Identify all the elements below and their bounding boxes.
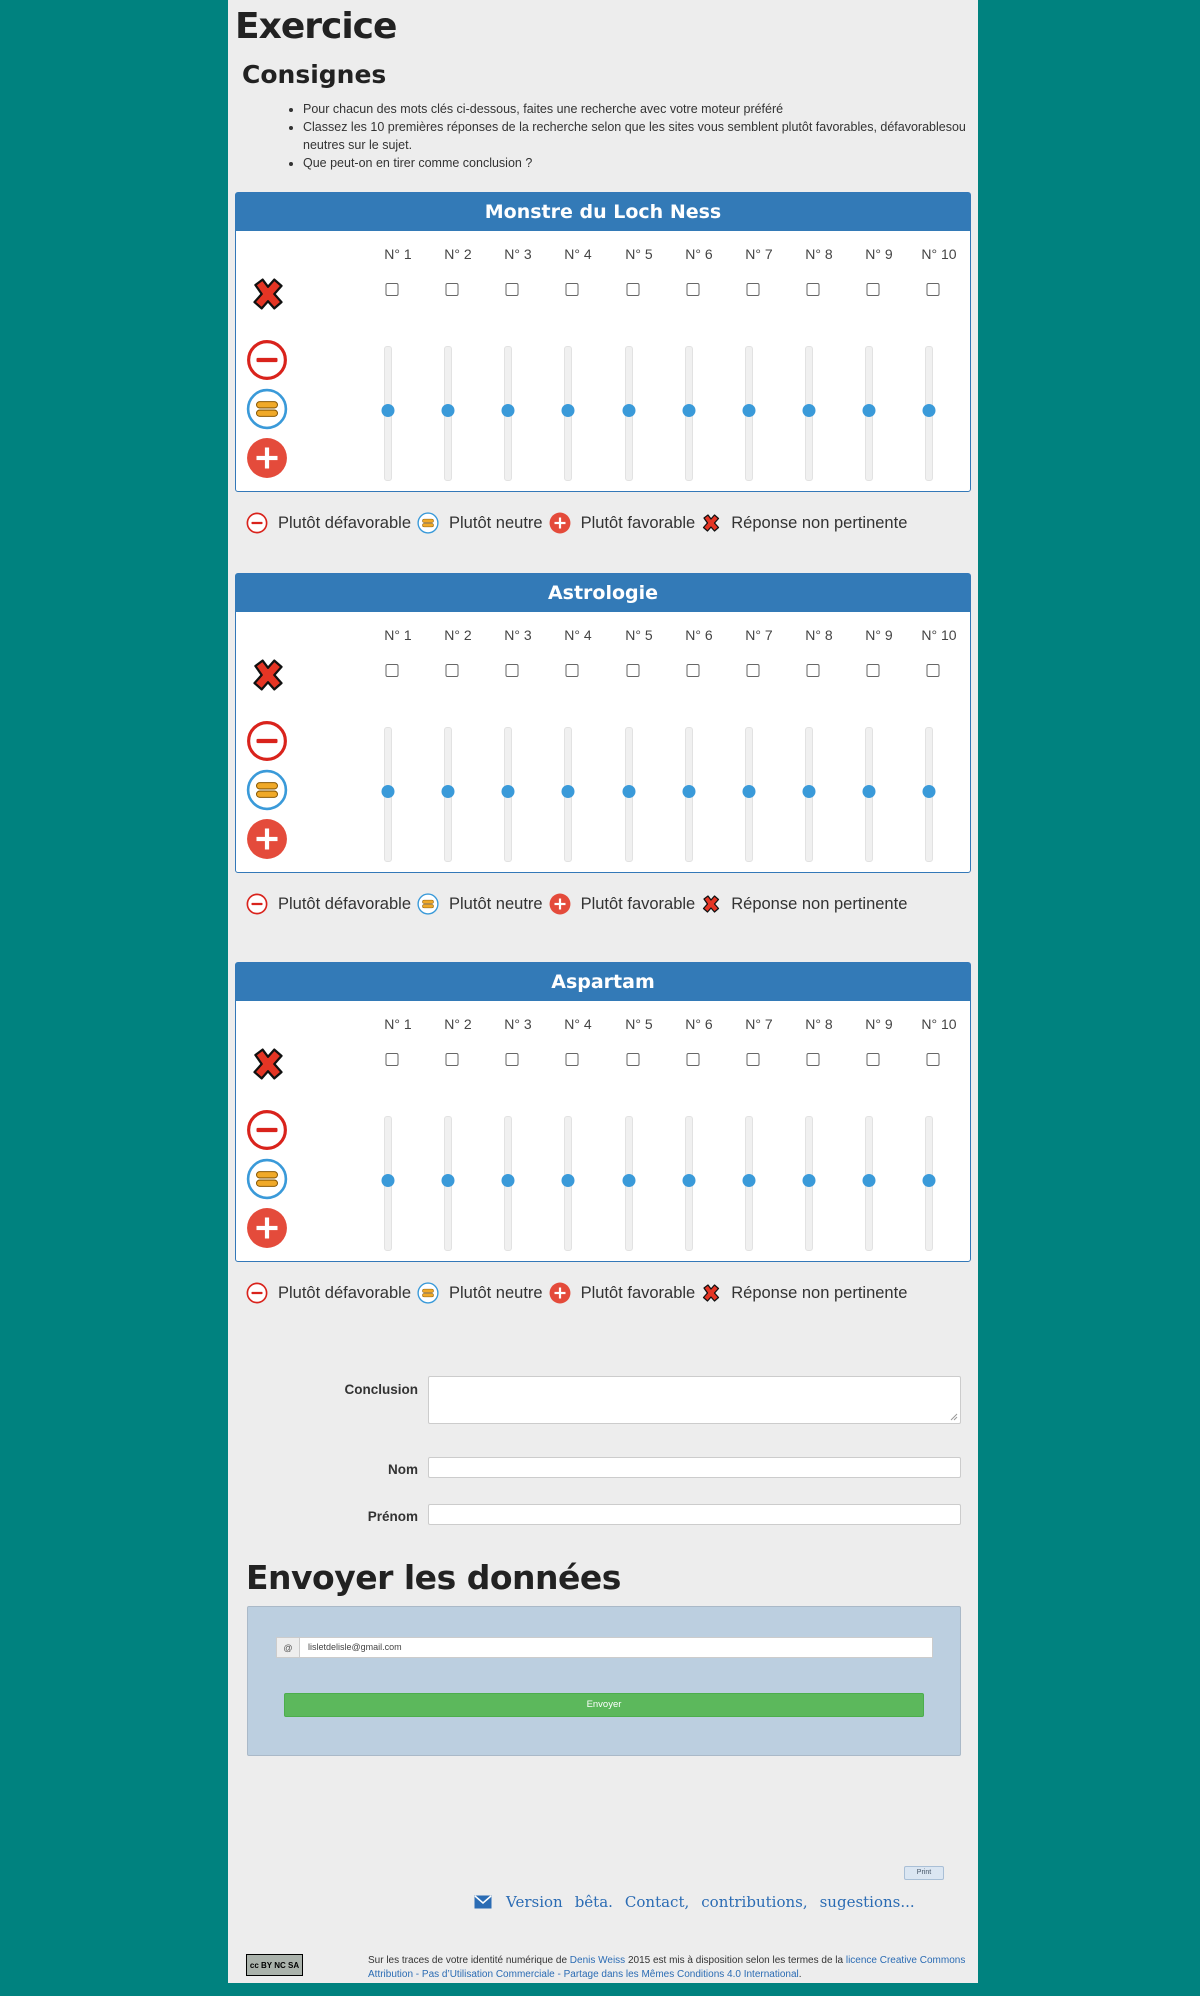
slider-handle[interactable] [863, 404, 876, 417]
column-label: N° 7 [745, 1016, 773, 1032]
legend-favorable [549, 512, 702, 534]
print-label: Print [916, 1869, 932, 1876]
section-body [236, 231, 970, 491]
legend-label: Plutôt neutre [449, 513, 543, 532]
irrelevant-checkbox[interactable] [867, 664, 880, 677]
irrelevant-icon [250, 1046, 286, 1087]
at-addon: @ [277, 1638, 300, 1657]
irrelevant-checkbox[interactable] [807, 283, 820, 296]
column-label: N° 7 [745, 627, 773, 643]
slider-handle[interactable] [743, 404, 756, 417]
column-label: N° 2 [444, 1016, 472, 1032]
column-label: N° 6 [685, 627, 713, 643]
section-title: Monstre du Loch Ness [236, 193, 970, 231]
column-label: N° 7 [745, 246, 773, 262]
slider-handle[interactable] [803, 1174, 816, 1187]
nom-label: Nom [388, 1462, 418, 1477]
irrelevant-checkbox[interactable] [867, 283, 880, 296]
legend-label: Plutôt favorable [580, 1283, 696, 1302]
section-body [236, 1001, 970, 1261]
legend-unfavorable [246, 512, 417, 534]
legend-label: Réponse non pertinente [731, 513, 908, 532]
legend-label: Plutôt favorable [580, 894, 696, 913]
legend-favorable [549, 1282, 702, 1304]
legend-neutral [417, 512, 549, 534]
column-label: N° 9 [865, 1016, 893, 1032]
email-value: lisletdelisle@gmail.com [308, 1642, 402, 1652]
slider-handle[interactable] [562, 785, 575, 798]
column-label: N° 5 [625, 1016, 653, 1032]
legend-neutral [417, 893, 549, 915]
irrelevant-checkbox[interactable] [627, 664, 640, 677]
slider-handle[interactable] [803, 404, 816, 417]
send-heading: Envoyer les données [246, 1558, 621, 1597]
slider-handle[interactable] [442, 404, 455, 417]
legend-irrelevant [701, 1283, 913, 1303]
slider-handle[interactable] [502, 785, 515, 798]
slider-handle[interactable] [863, 1174, 876, 1187]
slider-handle[interactable] [382, 404, 395, 417]
resize-handle-icon[interactable] [950, 1413, 958, 1421]
legend-label: Plutôt favorable [580, 513, 696, 532]
slider-handle[interactable] [442, 1174, 455, 1187]
footer-prefix: Sur les traces de votre identité numérique de [368, 1955, 570, 1966]
irrelevant-checkbox[interactable] [927, 1053, 940, 1066]
plus-icon [549, 512, 571, 534]
footer-link-beta[interactable]: bêta. [574, 1893, 613, 1911]
page-container [228, 0, 978, 1983]
minus-icon [246, 1282, 268, 1304]
section-title: Astrologie [236, 574, 970, 612]
column-label: N° 8 [805, 246, 833, 262]
irrelevant-checkbox[interactable] [867, 1053, 880, 1066]
instruction-item: • Classez les 10 premières réponses de la recherche selon que les sites vous semblent plutôt favorables, défavorablesou neutres sur le sujet. [303, 118, 983, 154]
slider-handle[interactable] [382, 1174, 395, 1187]
send-panel [247, 1606, 961, 1756]
slider-handle[interactable] [623, 785, 636, 798]
plus-icon [246, 818, 288, 865]
instructions-heading: Consignes [242, 60, 387, 89]
minus-icon [246, 720, 288, 767]
conclusion-label: Conclusion [344, 1382, 418, 1397]
slider-handle[interactable] [683, 404, 696, 417]
irrelevant-checkbox[interactable] [807, 664, 820, 677]
footer-link-version[interactable]: Version [506, 1893, 563, 1911]
plus-icon [549, 893, 571, 915]
legend-label: Plutôt neutre [449, 894, 543, 913]
irrelevant-checkbox[interactable] [446, 664, 459, 677]
irrelevant-checkbox[interactable] [386, 283, 399, 296]
cc-license-badge[interactable]: cc BY NC SA [246, 1954, 303, 1976]
envelope-icon[interactable] [474, 1895, 492, 1909]
plus-icon [246, 1207, 288, 1254]
irrelevant-checkbox[interactable] [446, 283, 459, 296]
column-label: N° 10 [921, 246, 957, 262]
irrelevant-icon [701, 894, 721, 914]
irrelevant-icon [701, 1283, 721, 1303]
email-field[interactable] [276, 1637, 933, 1658]
neutral-icon [417, 1282, 439, 1304]
column-label: N° 3 [504, 246, 532, 262]
irrelevant-checkbox[interactable] [687, 664, 700, 677]
section-panel [235, 573, 971, 873]
neutral-icon [246, 1158, 288, 1205]
irrelevant-checkbox[interactable] [566, 1053, 579, 1066]
legend [246, 892, 913, 916]
minus-icon [246, 1109, 288, 1156]
plus-icon [246, 437, 288, 484]
slider-handle[interactable] [623, 1174, 636, 1187]
column-label: N° 10 [921, 627, 957, 643]
column-label: N° 9 [865, 627, 893, 643]
irrelevant-checkbox[interactable] [747, 283, 760, 296]
conclusion-textarea[interactable] [428, 1376, 961, 1424]
footer-link-suggestions[interactable]: sugestions... [819, 1893, 915, 1911]
irrelevant-checkbox[interactable] [506, 1053, 519, 1066]
instructions-list [283, 100, 983, 172]
column-label: N° 4 [564, 1016, 592, 1032]
column-label: N° 6 [685, 246, 713, 262]
irrelevant-icon [701, 513, 721, 533]
legend-label: Plutôt défavorable [278, 894, 412, 913]
neutral-icon [417, 512, 439, 534]
column-label: N° 1 [384, 627, 412, 643]
send-button[interactable]: Envoyer [284, 1693, 924, 1717]
legend-neutral [417, 1282, 549, 1304]
plus-icon [549, 1282, 571, 1304]
legend-unfavorable [246, 1282, 417, 1304]
legend-irrelevant [701, 513, 913, 533]
column-label: N° 3 [504, 1016, 532, 1032]
legend-favorable [549, 893, 702, 915]
irrelevant-checkbox[interactable] [687, 1053, 700, 1066]
instruction-item: • Pour chacun des mots clés ci-dessous, faites une recherche avec votre moteur préféré [303, 100, 983, 118]
slider-handle[interactable] [562, 404, 575, 417]
section-panel [235, 962, 971, 1262]
slider-handle[interactable] [683, 785, 696, 798]
slider-handle[interactable] [382, 785, 395, 798]
neutral-icon [246, 388, 288, 435]
column-label: N° 8 [805, 1016, 833, 1032]
irrelevant-checkbox[interactable] [506, 283, 519, 296]
minus-icon [246, 512, 268, 534]
section-panel [235, 192, 971, 492]
section-body [236, 612, 970, 872]
column-label: N° 4 [564, 627, 592, 643]
minus-icon [246, 893, 268, 915]
slider-handle[interactable] [923, 785, 936, 798]
column-label: N° 5 [625, 246, 653, 262]
legend-irrelevant [701, 894, 913, 914]
legend-label: Réponse non pertinente [731, 1283, 908, 1302]
column-label: N° 10 [921, 1016, 957, 1032]
minus-icon [246, 339, 288, 386]
page-title: Exercice [235, 6, 397, 47]
irrelevant-checkbox[interactable] [687, 283, 700, 296]
author-link[interactable]: Denis Weiss [569, 1955, 626, 1966]
legend-unfavorable [246, 893, 417, 915]
footer-suffix: . [798, 1969, 802, 1980]
irrelevant-checkbox[interactable] [566, 283, 579, 296]
slider-handle[interactable] [562, 1174, 575, 1187]
irrelevant-checkbox[interactable] [386, 664, 399, 677]
license-link[interactable]: licence Creative Commons Attribution - Pas d’Utilisation Commerciale - Partage dans les Mêmes Conditions 4.0 International [368, 1955, 966, 1980]
column-label: N° 5 [625, 627, 653, 643]
column-label: N° 4 [564, 246, 592, 262]
prenom-label: Prénom [367, 1509, 418, 1524]
print-button[interactable] [904, 1866, 944, 1880]
column-label: N° 9 [865, 246, 893, 262]
column-label: N° 8 [805, 627, 833, 643]
slider-handle[interactable] [863, 785, 876, 798]
slider-handle[interactable] [442, 785, 455, 798]
irrelevant-checkbox[interactable] [566, 664, 579, 677]
irrelevant-checkbox[interactable] [927, 283, 940, 296]
irrelevant-checkbox[interactable] [927, 664, 940, 677]
footer-middle: 2015 est mis à disposition selon les termes de la [625, 1955, 846, 1966]
irrelevant-checkbox[interactable] [386, 1053, 399, 1066]
slider-handle[interactable] [743, 785, 756, 798]
neutral-icon [417, 893, 439, 915]
legend [246, 511, 913, 535]
irrelevant-checkbox[interactable] [446, 1053, 459, 1066]
instruction-item: • Que peut-on en tirer comme conclusion ? [303, 154, 983, 172]
irrelevant-checkbox[interactable] [627, 283, 640, 296]
neutral-icon [246, 769, 288, 816]
slider-handle[interactable] [623, 404, 636, 417]
section-title: Aspartam [236, 963, 970, 1001]
column-label: N° 3 [504, 627, 532, 643]
slider-handle[interactable] [803, 785, 816, 798]
slider-handle[interactable] [923, 404, 936, 417]
irrelevant-checkbox[interactable] [807, 1053, 820, 1066]
legend-label: Plutôt défavorable [278, 1283, 412, 1302]
column-label: N° 1 [384, 246, 412, 262]
irrelevant-icon [250, 276, 286, 317]
legend-label: Plutôt neutre [449, 1283, 543, 1302]
slider-handle[interactable] [502, 1174, 515, 1187]
footer-links [474, 1893, 927, 1911]
irrelevant-checkbox[interactable] [747, 664, 760, 677]
footer-link-contact[interactable]: Contact, [624, 1893, 690, 1911]
legend-label: Réponse non pertinente [731, 894, 908, 913]
irrelevant-icon [250, 657, 286, 698]
irrelevant-checkbox[interactable] [747, 1053, 760, 1066]
footer-link-contributions[interactable]: contributions, [701, 1893, 808, 1911]
slider-handle[interactable] [923, 1174, 936, 1187]
legend [246, 1281, 913, 1305]
column-label: N° 1 [384, 1016, 412, 1032]
legend-label: Plutôt défavorable [278, 513, 412, 532]
footer-text [368, 1954, 968, 1982]
irrelevant-checkbox[interactable] [627, 1053, 640, 1066]
irrelevant-checkbox[interactable] [506, 664, 519, 677]
column-label: N° 2 [444, 246, 472, 262]
slider-handle[interactable] [743, 1174, 756, 1187]
slider-handle[interactable] [683, 1174, 696, 1187]
prenom-input[interactable] [428, 1504, 961, 1525]
nom-input[interactable] [428, 1457, 961, 1478]
column-label: N° 6 [685, 1016, 713, 1032]
slider-handle[interactable] [502, 404, 515, 417]
column-label: N° 2 [444, 627, 472, 643]
